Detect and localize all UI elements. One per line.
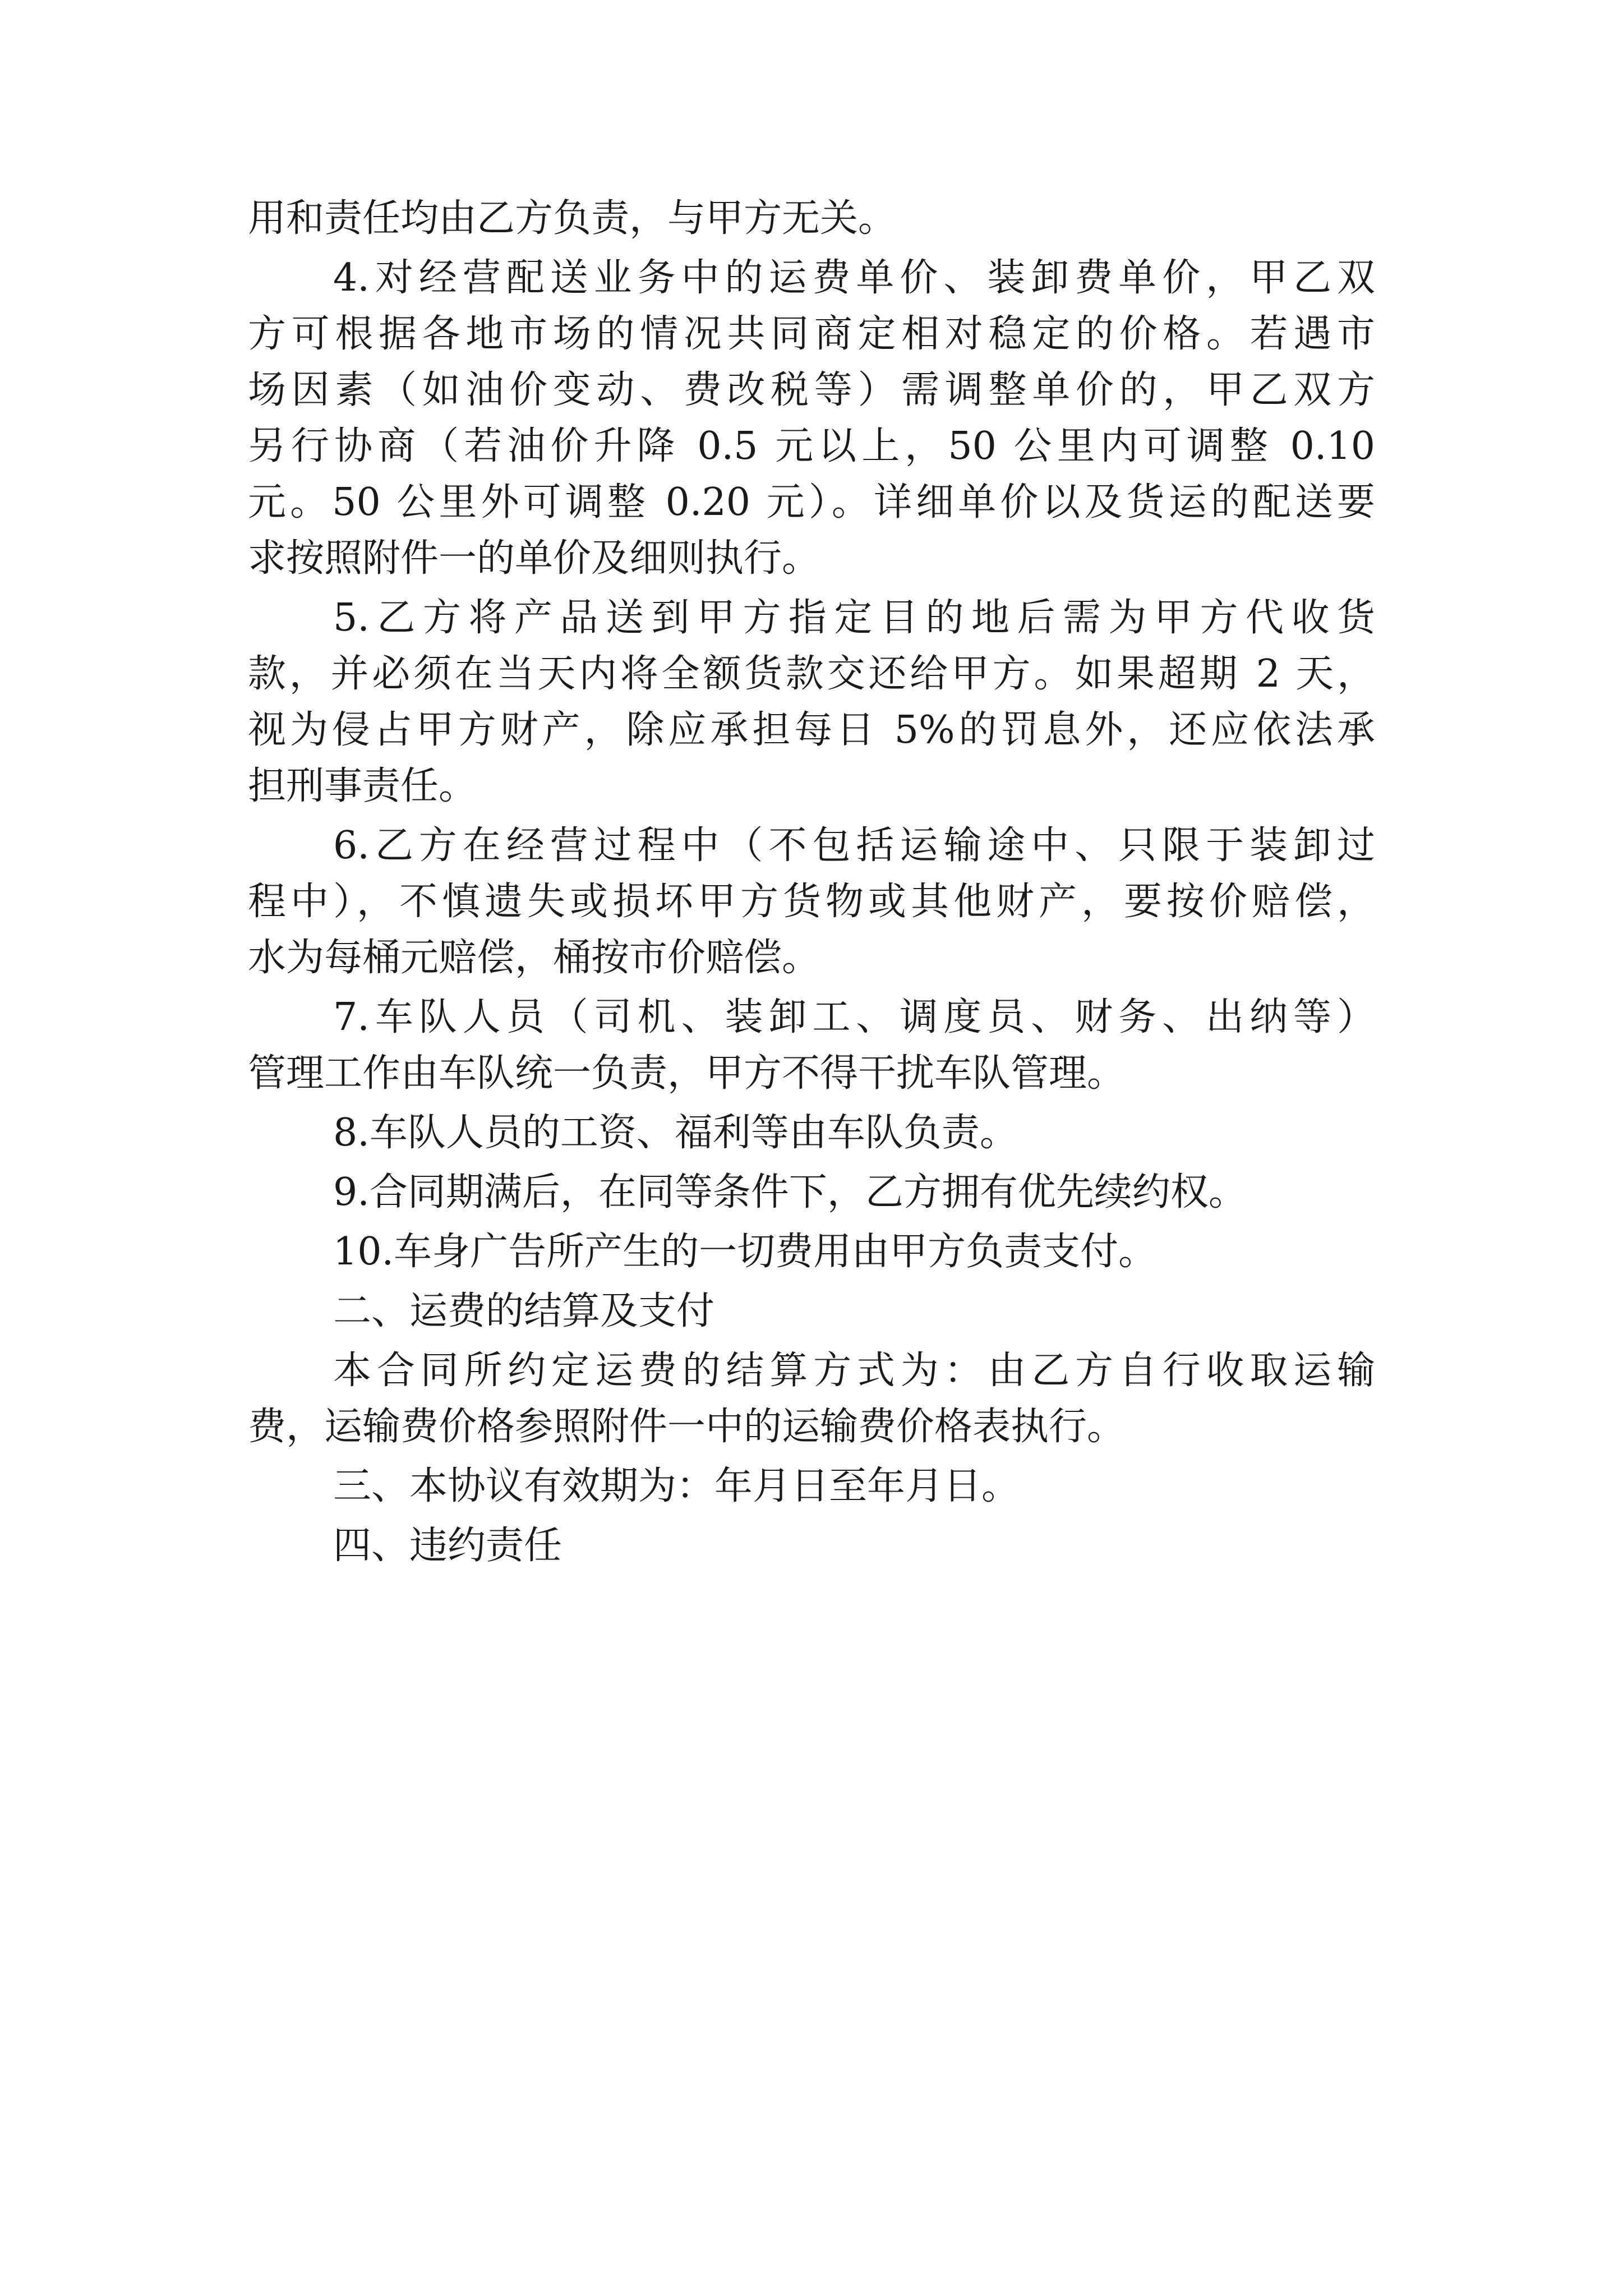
text-line: 元。50 公里外可调整 0.20 元）。详细单价以及货运的配送要 — [248, 480, 1375, 524]
text-line: 场因素（如油价变动、费改税等）需调整单价的，甲乙双方 — [248, 368, 1375, 412]
paragraph-settlement — [248, 1343, 1375, 1455]
text-line: 程中），不慎遗失或损坏甲方货物或其他财产，要按价赔偿， — [248, 880, 1375, 924]
paragraph-item-8 — [248, 1105, 1375, 1161]
text-line: 费，运输费价格参照附件一中的运输费价格表执行。 — [248, 1405, 1126, 1449]
text-line: 5.乙方将产品送到甲方指定目的地后需为甲方代收货 — [333, 596, 1375, 640]
text-line: 四、违约责任 — [333, 1524, 562, 1568]
text-line: 6.乙方在经营过程中（不包括运输途中、只限于装卸过 — [333, 823, 1375, 868]
text-line: 三、本协议有效期为：年月日至年月日。 — [333, 1464, 1020, 1508]
section-heading-freight-settlement — [248, 1283, 1375, 1340]
paragraph-item-9 — [248, 1165, 1375, 1221]
section-heading-liability — [248, 1518, 1375, 1574]
paragraph-item-5 — [248, 590, 1375, 815]
section-validity-period — [248, 1458, 1375, 1515]
document-body — [248, 191, 1375, 1577]
text-line: 款，并必须在当天内将全额货款交还给甲方。如果超期 2 天， — [248, 652, 1375, 696]
text-line: 10.车身广告所产生的一切费用由甲方负责支付。 — [333, 1230, 1157, 1274]
text-line: 7.车队人员（司机、装卸工、调度员、财务、出纳等） — [333, 995, 1375, 1039]
paragraph-item-4 — [248, 250, 1375, 587]
text-line: 9.合同期满后，在同等条件下，乙方拥有优先续约权。 — [333, 1170, 1247, 1214]
text-line: 求按照附件一的单价及细则执行。 — [248, 536, 820, 581]
paragraph-item-7 — [248, 990, 1375, 1102]
text-line: 担刑事责任。 — [248, 764, 477, 808]
text-line: 方可根据各地市场的情况共同商定相对稳定的价格。若遇市 — [248, 312, 1375, 356]
text-line: 本合同所约定运费的结算方式为：由乙方自行收取运输 — [333, 1349, 1375, 1393]
paragraph-continuation — [248, 191, 1375, 247]
text-line: 视为侵占甲方财产，除应承担每日 5%的罚息外，还应依法承 — [248, 708, 1375, 752]
text-line: 管理工作由车队统一负责，甲方不得干扰车队管理。 — [248, 1051, 1126, 1096]
text-line: 4.对经营配送业务中的运费单价、装卸费单价，甲乙双 — [333, 256, 1375, 300]
paragraph-item-10 — [248, 1224, 1375, 1280]
text-line: 用和责任均由乙方负责，与甲方无关。 — [248, 196, 897, 241]
text-line: 水为每桶元赔偿，桶按市价赔偿。 — [248, 936, 820, 980]
text-line: 二、运费的结算及支付 — [333, 1289, 715, 1333]
paragraph-item-6 — [248, 818, 1375, 986]
text-line: 另行协商（若油价升降 0.5 元以上，50 公里内可调整 0.10 — [248, 424, 1375, 468]
text-line: 8.车队人员的工资、福利等由车队负责。 — [333, 1111, 1018, 1155]
